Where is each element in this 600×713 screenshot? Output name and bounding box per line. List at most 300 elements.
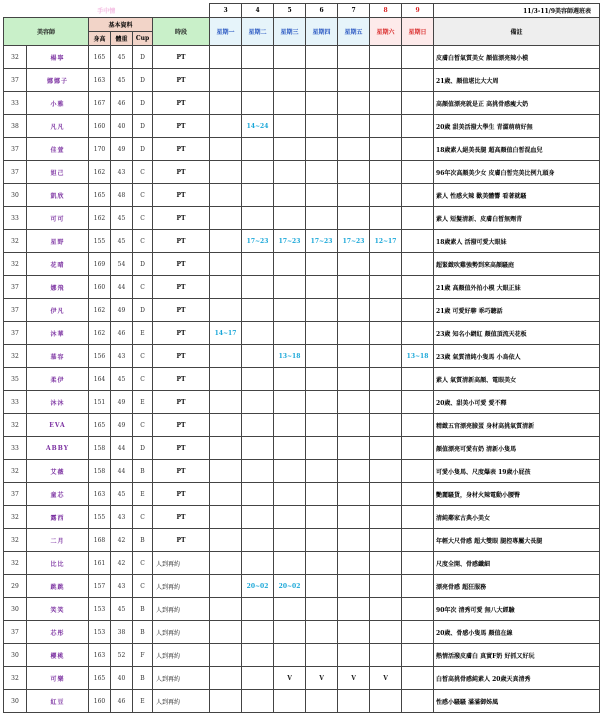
schedule-cell-day-0 xyxy=(210,483,242,506)
schedule-cell-day-5 xyxy=(370,207,402,230)
schedule-cell-day-3 xyxy=(306,552,338,575)
beautician-name: 柔伊 xyxy=(27,368,89,391)
cup-cell: C xyxy=(133,345,153,368)
schedule-cell-day-5 xyxy=(370,299,402,322)
table-row xyxy=(4,644,600,667)
schedule-cell-day-6 xyxy=(402,299,434,322)
table-row xyxy=(4,253,600,276)
schedule-cell-day-6 xyxy=(402,368,434,391)
schedule-cell-day-3 xyxy=(306,161,338,184)
schedule-cell-day-5 xyxy=(370,575,402,598)
schedule-cell-day-4 xyxy=(338,253,370,276)
day-number-4: 7 xyxy=(338,4,370,18)
schedule-cell-day-2 xyxy=(274,253,306,276)
schedule-cell-day-2 xyxy=(274,92,306,115)
schedule-cell-day-1 xyxy=(242,414,274,437)
schedule-cell-day-5 xyxy=(370,161,402,184)
height-cell: 157 xyxy=(89,575,111,598)
weight-cell: 38 xyxy=(111,621,133,644)
table-row xyxy=(4,322,600,345)
slot-cell: PT xyxy=(153,506,210,529)
slot-cell: PT xyxy=(153,253,210,276)
schedule-cell-day-6: 13~18 xyxy=(402,345,434,368)
schedule-cell-day-6 xyxy=(402,115,434,138)
day-number-6: 9 xyxy=(402,4,434,18)
col-note-header: 備註 xyxy=(434,18,600,46)
table-row xyxy=(4,161,600,184)
height-cell: 163 xyxy=(89,483,111,506)
schedule-cell-day-0 xyxy=(210,276,242,299)
schedule-cell-day-5 xyxy=(370,598,402,621)
weight-cell: 45 xyxy=(111,368,133,391)
table-row xyxy=(4,414,600,437)
schedule-cell-day-6 xyxy=(402,529,434,552)
schedule-cell-day-2 xyxy=(274,552,306,575)
schedule-cell-day-6 xyxy=(402,690,434,713)
height-cell: 160 xyxy=(89,115,111,138)
schedule-cell-day-1 xyxy=(242,391,274,414)
schedule-cell-day-6 xyxy=(402,253,434,276)
slot-cell: PT xyxy=(153,414,210,437)
schedule-cell-day-4 xyxy=(338,322,370,345)
schedule-cell-day-0 xyxy=(210,345,242,368)
schedule-cell-day-4 xyxy=(338,644,370,667)
height-cell: 158 xyxy=(89,460,111,483)
weight-cell: 43 xyxy=(111,575,133,598)
schedule-cell-day-0 xyxy=(210,667,242,690)
table-row xyxy=(4,483,600,506)
schedule-cell-day-1: 14~24 xyxy=(242,115,274,138)
schedule-cell-day-1 xyxy=(242,161,274,184)
cup-cell: C xyxy=(133,414,153,437)
height-cell: 165 xyxy=(89,46,111,69)
table-row xyxy=(4,92,600,115)
schedule-cell-day-3 xyxy=(306,299,338,322)
table-row xyxy=(4,46,600,69)
schedule-cell-day-3 xyxy=(306,690,338,713)
schedule-cell-day-5 xyxy=(370,46,402,69)
schedule-cell-day-1 xyxy=(242,138,274,161)
cup-cell: C xyxy=(133,506,153,529)
height-cell: 169 xyxy=(89,253,111,276)
schedule-cell-day-5 xyxy=(370,644,402,667)
schedule-cell-day-0 xyxy=(210,598,242,621)
schedule-cell-day-6 xyxy=(402,69,434,92)
weight-cell: 52 xyxy=(111,644,133,667)
table-row xyxy=(4,299,600,322)
table-row xyxy=(4,115,600,138)
cup-cell: C xyxy=(133,161,153,184)
schedule-cell-day-2 xyxy=(274,529,306,552)
height-cell: 155 xyxy=(89,230,111,253)
beautician-name: 芯彤 xyxy=(27,621,89,644)
schedule-cell-day-5 xyxy=(370,69,402,92)
note-cell: 素人 氣質清新高顏、電眼美女 xyxy=(434,368,600,391)
schedule-cell-day-2: 13~18 xyxy=(274,345,306,368)
beautician-name: 佳萱 xyxy=(27,138,89,161)
note-cell: 超緊緻吹雞強勢到來高顏騷庭 xyxy=(434,253,600,276)
age-cell: 32 xyxy=(4,529,27,552)
table-row xyxy=(4,690,600,713)
schedule-cell-day-3 xyxy=(306,575,338,598)
note-cell: 23歲 氣質清純小隻馬 小鳥依人 xyxy=(434,345,600,368)
schedule-cell-day-1 xyxy=(242,690,274,713)
cup-cell: C xyxy=(133,230,153,253)
cup-cell: E xyxy=(133,322,153,345)
schedule-cell-day-4 xyxy=(338,115,370,138)
age-cell: 33 xyxy=(4,437,27,460)
schedule-cell-day-2 xyxy=(274,184,306,207)
schedule-cell-day-6 xyxy=(402,644,434,667)
age-cell: 38 xyxy=(4,115,27,138)
schedule-cell-day-1 xyxy=(242,621,274,644)
schedule-cell-day-6 xyxy=(402,391,434,414)
col-cup-header: Cup xyxy=(133,32,153,46)
slot-cell: PT xyxy=(153,276,210,299)
beautician-name: 沐沐 xyxy=(27,391,89,414)
schedule-cell-day-1 xyxy=(242,299,274,322)
height-cell: 156 xyxy=(89,345,111,368)
schedule-cell-day-2 xyxy=(274,46,306,69)
weight-cell: 45 xyxy=(111,598,133,621)
age-cell: 30 xyxy=(4,644,27,667)
table-row xyxy=(4,138,600,161)
table-row xyxy=(4,230,600,253)
schedule-cell-day-5 xyxy=(370,391,402,414)
height-cell: 164 xyxy=(89,368,111,391)
schedule-cell-day-4 xyxy=(338,621,370,644)
schedule-cell-day-6 xyxy=(402,667,434,690)
schedule-cell-day-3 xyxy=(306,276,338,299)
slot-cell: PT xyxy=(153,368,210,391)
beautician-name: 艾薇 xyxy=(27,460,89,483)
week-title: 11/3-11/9美容師週班表 xyxy=(434,4,600,18)
schedule-cell-day-4 xyxy=(338,276,370,299)
schedule-cell-day-6 xyxy=(402,506,434,529)
schedule-cell-day-2 xyxy=(274,414,306,437)
note-cell: 18歲素人絕美長腿 超高顏值白皙混血兒 xyxy=(434,138,600,161)
age-cell: 32 xyxy=(4,253,27,276)
schedule-cell-day-5 xyxy=(370,414,402,437)
schedule-cell-day-2 xyxy=(274,69,306,92)
cup-cell: E xyxy=(133,391,153,414)
schedule-cell-day-4 xyxy=(338,46,370,69)
beautician-name: 伊凡 xyxy=(27,299,89,322)
slot-cell: PT xyxy=(153,161,210,184)
col-height-header: 身高 xyxy=(89,32,111,46)
weight-cell: 54 xyxy=(111,253,133,276)
height-cell: 165 xyxy=(89,414,111,437)
age-cell: 32 xyxy=(4,46,27,69)
schedule-cell-day-5 xyxy=(370,690,402,713)
schedule-cell-day-5 xyxy=(370,115,402,138)
schedule-cell-day-5 xyxy=(370,138,402,161)
day-number-3: 6 xyxy=(306,4,338,18)
slot-cell: 人到再約 xyxy=(153,598,210,621)
schedule-cell-day-5 xyxy=(370,460,402,483)
height-cell: 165 xyxy=(89,667,111,690)
schedule-cell-day-4 xyxy=(338,529,370,552)
schedule-cell-day-0 xyxy=(210,92,242,115)
schedule-cell-day-1 xyxy=(242,322,274,345)
schedule-cell-day-5 xyxy=(370,437,402,460)
schedule-cell-day-0 xyxy=(210,253,242,276)
schedule-cell-day-5 xyxy=(370,483,402,506)
schedule-cell-day-3 xyxy=(306,529,338,552)
beautician-name: 慕容 xyxy=(27,345,89,368)
schedule-cell-day-1: 17~23 xyxy=(242,230,274,253)
age-cell: 30 xyxy=(4,598,27,621)
day-name-2: 星期三 xyxy=(274,18,306,46)
height-cell: 153 xyxy=(89,621,111,644)
header-row-1 xyxy=(4,4,600,18)
slot-cell: PT xyxy=(153,322,210,345)
schedule-cell-day-2 xyxy=(274,391,306,414)
height-cell: 163 xyxy=(89,644,111,667)
table-row xyxy=(4,552,600,575)
schedule-cell-day-1 xyxy=(242,345,274,368)
age-cell: 33 xyxy=(4,92,27,115)
cup-cell: D xyxy=(133,115,153,138)
weight-cell: 42 xyxy=(111,529,133,552)
schedule-cell-day-0 xyxy=(210,230,242,253)
schedule-cell-day-6 xyxy=(402,46,434,69)
weight-cell: 48 xyxy=(111,184,133,207)
age-cell: 30 xyxy=(4,184,27,207)
slot-cell: PT xyxy=(153,207,210,230)
note-cell: 性感小騷騷 滿滿御姊風 xyxy=(434,690,600,713)
schedule-cell-day-1 xyxy=(242,69,274,92)
age-cell: 37 xyxy=(4,621,27,644)
schedule-cell-day-2 xyxy=(274,621,306,644)
schedule-cell-day-1 xyxy=(242,184,274,207)
schedule-cell-day-4 xyxy=(338,368,370,391)
schedule-cell-day-1 xyxy=(242,483,274,506)
schedule-cell-day-6 xyxy=(402,598,434,621)
schedule-cell-day-3 xyxy=(306,483,338,506)
schedule-cell-day-5 xyxy=(370,184,402,207)
schedule-cell-day-3: 17~23 xyxy=(306,230,338,253)
schedule-cell-day-6 xyxy=(402,437,434,460)
cup-cell: B xyxy=(133,667,153,690)
note-cell: 20歲 甜美活潑大學生 青澀萌萌好無 xyxy=(434,115,600,138)
schedule-cell-day-6 xyxy=(402,322,434,345)
schedule-cell-day-2 xyxy=(274,506,306,529)
beautician-name: EVA xyxy=(27,414,89,437)
beautician-name: ABBY xyxy=(27,437,89,460)
schedule-cell-day-0 xyxy=(210,437,242,460)
height-cell: 161 xyxy=(89,552,111,575)
note-cell: 21歲 可愛好聊 乖巧聽話 xyxy=(434,299,600,322)
schedule-cell-day-2 xyxy=(274,437,306,460)
slot-cell: PT xyxy=(153,529,210,552)
cup-cell: B xyxy=(133,460,153,483)
weight-cell: 45 xyxy=(111,69,133,92)
schedule-cell-day-0 xyxy=(210,552,242,575)
slot-cell: 人到再約 xyxy=(153,690,210,713)
schedule-cell-day-4 xyxy=(338,598,370,621)
schedule-cell-day-3 xyxy=(306,598,338,621)
age-cell: 32 xyxy=(4,414,27,437)
beautician-name: 凡凡 xyxy=(27,115,89,138)
note-cell: 高顏值漂亮就是正 高挑骨感瘦大奶 xyxy=(434,92,600,115)
schedule-cell-day-2 xyxy=(274,161,306,184)
schedule-cell-day-2 xyxy=(274,644,306,667)
cup-cell: B xyxy=(133,529,153,552)
slot-cell: PT xyxy=(153,230,210,253)
schedule-cell-day-4 xyxy=(338,460,370,483)
beautician-name: 可樂 xyxy=(27,667,89,690)
schedule-cell-day-6 xyxy=(402,414,434,437)
schedule-cell-day-4 xyxy=(338,391,370,414)
schedule-cell-day-0 xyxy=(210,138,242,161)
schedule-cell-day-3 xyxy=(306,506,338,529)
schedule-cell-day-5 xyxy=(370,92,402,115)
day-number-0: 3 xyxy=(210,4,242,18)
schedule-cell-day-6 xyxy=(402,161,434,184)
weight-cell: 45 xyxy=(111,46,133,69)
col-basic-header: 基本資料 xyxy=(89,18,153,32)
schedule-cell-day-1 xyxy=(242,92,274,115)
schedule-cell-day-4 xyxy=(338,345,370,368)
beautician-name: 楊寧 xyxy=(27,46,89,69)
age-cell: 33 xyxy=(4,207,27,230)
schedule-cell-day-2 xyxy=(274,368,306,391)
schedule-cell-day-2 xyxy=(274,276,306,299)
note-cell: 20歲、甜美小可愛 愛不釋 xyxy=(434,391,600,414)
height-cell: 155 xyxy=(89,506,111,529)
schedule-cell-day-2 xyxy=(274,322,306,345)
schedule-cell-day-2 xyxy=(274,690,306,713)
beautician-name: 凱欣 xyxy=(27,184,89,207)
schedule-cell-day-0 xyxy=(210,161,242,184)
table-row xyxy=(4,460,600,483)
cup-cell: C xyxy=(133,184,153,207)
cup-cell: B xyxy=(133,598,153,621)
beautician-name: 花晴 xyxy=(27,253,89,276)
schedule-cell-day-4 xyxy=(338,575,370,598)
height-cell: 167 xyxy=(89,92,111,115)
schedule-cell-day-4 xyxy=(338,138,370,161)
note-cell: 尺度全開、骨感纖細 xyxy=(434,552,600,575)
schedule-cell-day-1 xyxy=(242,46,274,69)
height-cell: 165 xyxy=(89,184,111,207)
schedule-cell-day-2 xyxy=(274,483,306,506)
slot-cell: PT xyxy=(153,46,210,69)
schedule-cell-day-6 xyxy=(402,92,434,115)
schedule-cell-day-6 xyxy=(402,621,434,644)
note-cell: 漂亮骨感 超狂服務 xyxy=(434,575,600,598)
schedule-cell-day-0 xyxy=(210,299,242,322)
day-name-0: 星期一 xyxy=(210,18,242,46)
age-cell: 37 xyxy=(4,299,27,322)
schedule-cell-day-1 xyxy=(242,506,274,529)
schedule-cell-day-4 xyxy=(338,506,370,529)
schedule-cell-day-5: V xyxy=(370,667,402,690)
schedule-cell-day-4 xyxy=(338,92,370,115)
note-cell: 年輕大尺骨感 超大雙眼 腿控專屬大長腿 xyxy=(434,529,600,552)
schedule-cell-day-2 xyxy=(274,138,306,161)
schedule-cell-day-5 xyxy=(370,506,402,529)
schedule-cell-day-3 xyxy=(306,184,338,207)
cup-cell: E xyxy=(133,483,153,506)
age-cell: 37 xyxy=(4,276,27,299)
schedule-cell-day-0 xyxy=(210,184,242,207)
schedule-cell-day-3 xyxy=(306,345,338,368)
schedule-cell-day-6 xyxy=(402,575,434,598)
age-cell: 37 xyxy=(4,69,27,92)
age-cell: 32 xyxy=(4,230,27,253)
schedule-cell-day-3 xyxy=(306,460,338,483)
slot-cell: PT xyxy=(153,437,210,460)
beautician-name: 沐華 xyxy=(27,322,89,345)
schedule-cell-day-3 xyxy=(306,92,338,115)
schedule-cell-day-0 xyxy=(210,46,242,69)
cup-cell: D xyxy=(133,437,153,460)
schedule-cell-day-3 xyxy=(306,138,338,161)
weight-cell: 40 xyxy=(111,115,133,138)
weight-cell: 45 xyxy=(111,230,133,253)
day-name-1: 星期二 xyxy=(242,18,274,46)
cup-cell: D xyxy=(133,299,153,322)
note-cell: 皮膚白皙氣質美女 顏值漂亮辣小模 xyxy=(434,46,600,69)
schedule-cell-day-1 xyxy=(242,437,274,460)
schedule-cell-day-4 xyxy=(338,184,370,207)
weight-cell: 44 xyxy=(111,276,133,299)
beautician-name: 可可 xyxy=(27,207,89,230)
beautician-name: 娜飛 xyxy=(27,276,89,299)
schedule-cell-day-1 xyxy=(242,644,274,667)
beautician-name: 紅豆 xyxy=(27,690,89,713)
schedule-cell-day-6 xyxy=(402,276,434,299)
weight-cell: 43 xyxy=(111,161,133,184)
day-name-6: 星期日 xyxy=(402,18,434,46)
day-number-5: 8 xyxy=(370,4,402,18)
slot-cell: PT xyxy=(153,391,210,414)
slot-cell: PT xyxy=(153,460,210,483)
table-row xyxy=(4,368,600,391)
schedule-cell-day-0 xyxy=(210,506,242,529)
weight-cell: 43 xyxy=(111,506,133,529)
cup-cell: F xyxy=(133,644,153,667)
schedule-cell-day-5 xyxy=(370,345,402,368)
schedule-cell-day-1 xyxy=(242,667,274,690)
schedule-cell-day-3 xyxy=(306,391,338,414)
table-row xyxy=(4,391,600,414)
weight-cell: 45 xyxy=(111,483,133,506)
note-cell: 96年次高顏美少女 皮膚白皙完美比例九頭身 xyxy=(434,161,600,184)
schedule-cell-day-5 xyxy=(370,552,402,575)
beautician-name: 妲己 xyxy=(27,161,89,184)
table-row xyxy=(4,207,600,230)
schedule-cell-day-5 xyxy=(370,621,402,644)
slot-cell: 人到再約 xyxy=(153,575,210,598)
table-row xyxy=(4,69,600,92)
note-cell: 可愛小隻馬、尺度爆表 19歲小屁孩 xyxy=(434,460,600,483)
beautician-name: 星野 xyxy=(27,230,89,253)
schedule-cell-day-0 xyxy=(210,115,242,138)
table-row xyxy=(4,598,600,621)
height-cell: 170 xyxy=(89,138,111,161)
note-cell: 白皙高挑骨感純素人 20歲天真清秀 xyxy=(434,667,600,690)
weight-cell: 40 xyxy=(111,667,133,690)
schedule-cell-day-1 xyxy=(242,529,274,552)
schedule-cell-day-2: 17~23 xyxy=(274,230,306,253)
schedule-cell-day-4 xyxy=(338,414,370,437)
schedule-cell-day-0 xyxy=(210,644,242,667)
day-number-2: 5 xyxy=(274,4,306,18)
beautician-name: 二月 xyxy=(27,529,89,552)
